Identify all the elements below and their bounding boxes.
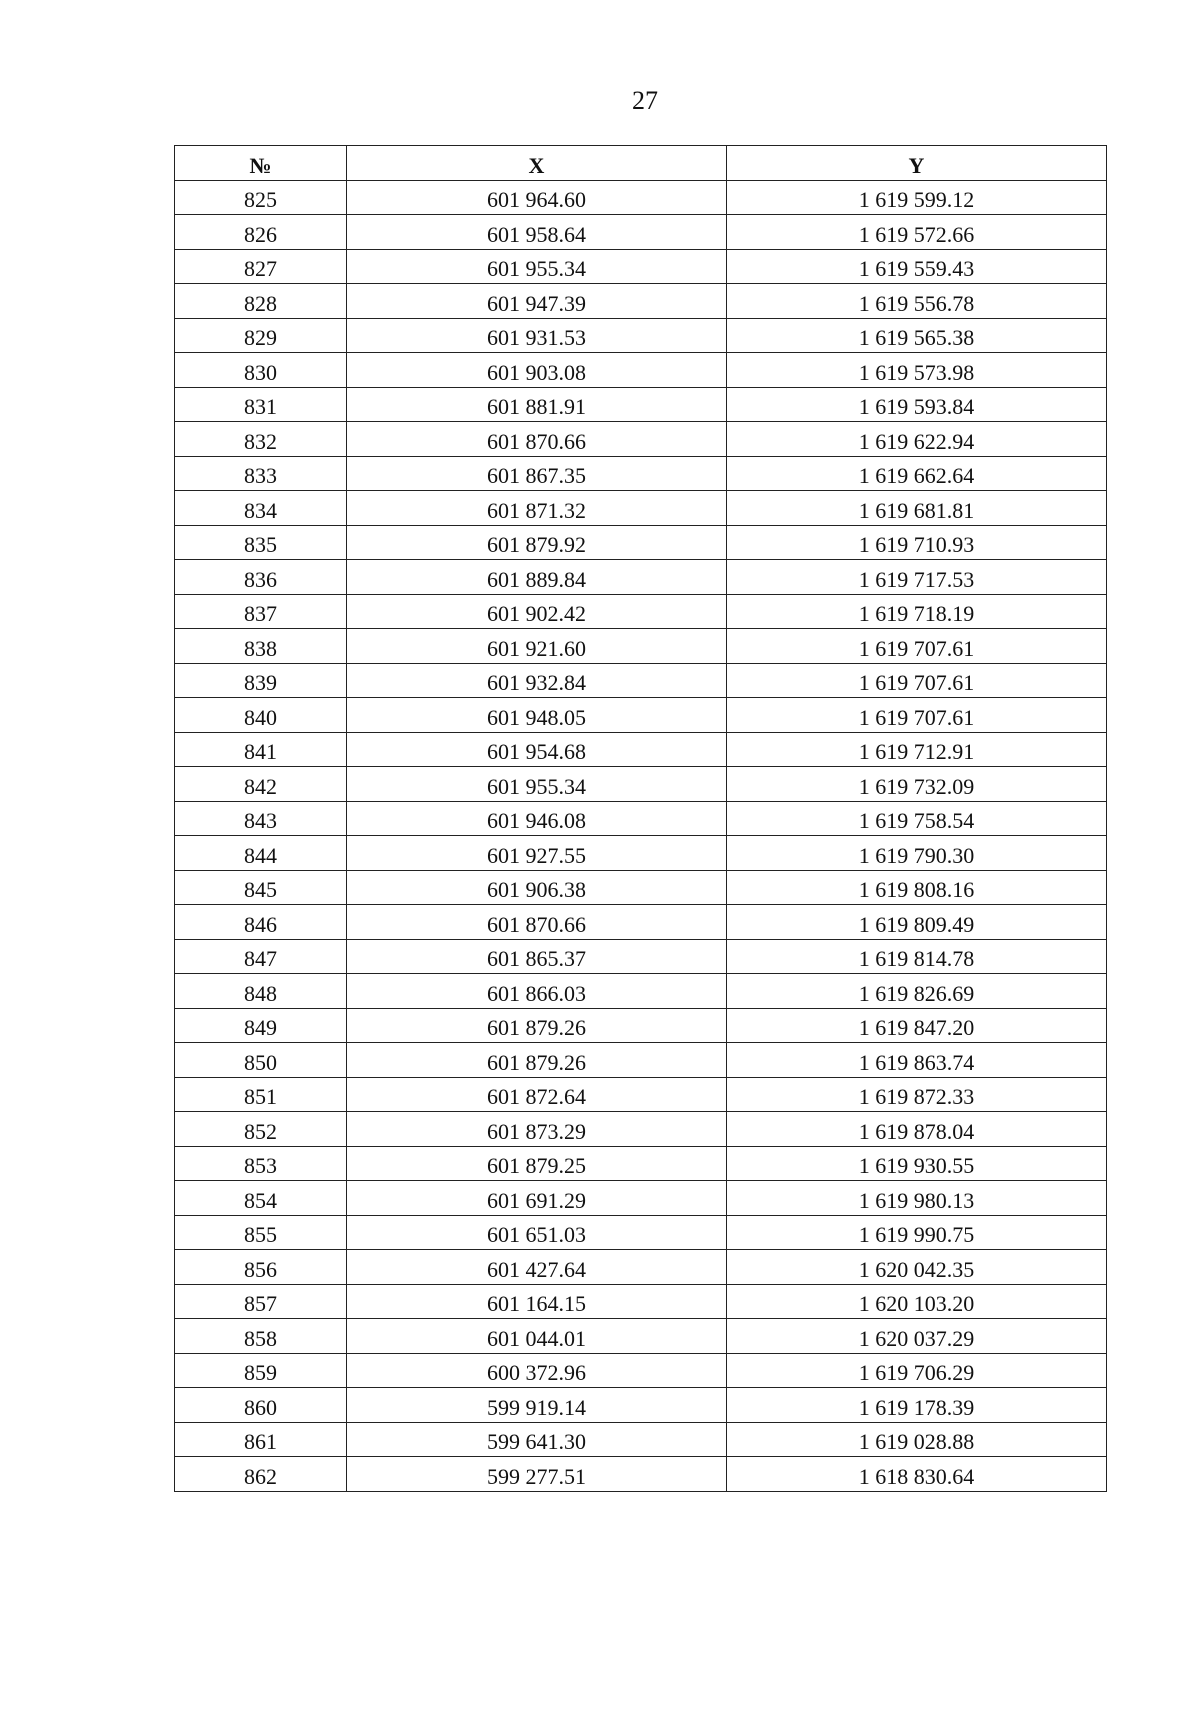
cell-y: 1 619 707.61 <box>727 629 1107 664</box>
table-row <box>175 318 1107 353</box>
cell-x: 601 955.34 <box>347 249 727 284</box>
cell-number: 855 <box>175 1215 347 1250</box>
cell-y: 1 619 178.39 <box>727 1388 1107 1423</box>
table-row <box>175 1077 1107 1112</box>
table-row <box>175 284 1107 319</box>
cell-y: 1 619 622.94 <box>727 422 1107 457</box>
cell-y: 1 619 718.19 <box>727 594 1107 629</box>
table-row <box>175 525 1107 560</box>
cell-x: 601 866.03 <box>347 974 727 1009</box>
table-row <box>175 1319 1107 1354</box>
table-row <box>175 594 1107 629</box>
cell-number: 827 <box>175 249 347 284</box>
cell-number: 838 <box>175 629 347 664</box>
cell-y: 1 619 712.91 <box>727 732 1107 767</box>
cell-y: 1 619 573.98 <box>727 353 1107 388</box>
table-row <box>175 732 1107 767</box>
cell-number: 849 <box>175 1008 347 1043</box>
cell-y: 1 619 790.30 <box>727 836 1107 871</box>
table-row <box>175 1181 1107 1216</box>
table-row <box>175 215 1107 250</box>
cell-x: 601 932.84 <box>347 663 727 698</box>
cell-number: 858 <box>175 1319 347 1354</box>
cell-y: 1 618 830.64 <box>727 1457 1107 1492</box>
table-row <box>175 353 1107 388</box>
cell-number: 862 <box>175 1457 347 1492</box>
cell-y: 1 619 572.66 <box>727 215 1107 250</box>
cell-x: 601 879.26 <box>347 1008 727 1043</box>
cell-x: 601 964.60 <box>347 180 727 215</box>
cell-x: 601 948.05 <box>347 698 727 733</box>
cell-x: 601 870.66 <box>347 905 727 940</box>
cell-number: 830 <box>175 353 347 388</box>
cell-y: 1 619 847.20 <box>727 1008 1107 1043</box>
cell-y: 1 619 758.54 <box>727 801 1107 836</box>
table-row <box>175 1043 1107 1078</box>
table-row <box>175 1112 1107 1147</box>
cell-number: 837 <box>175 594 347 629</box>
cell-y: 1 619 707.61 <box>727 698 1107 733</box>
cell-y: 1 619 706.29 <box>727 1353 1107 1388</box>
table-row <box>175 249 1107 284</box>
cell-number: 843 <box>175 801 347 836</box>
cell-y: 1 619 710.93 <box>727 525 1107 560</box>
cell-x: 601 881.91 <box>347 387 727 422</box>
coordinates-table <box>174 145 1107 1492</box>
cell-number: 846 <box>175 905 347 940</box>
cell-y: 1 619 872.33 <box>727 1077 1107 1112</box>
cell-number: 851 <box>175 1077 347 1112</box>
table-header-row <box>175 146 1107 181</box>
cell-y: 1 619 809.49 <box>727 905 1107 940</box>
column-header-y: Y <box>727 146 1107 181</box>
cell-x: 601 906.38 <box>347 870 727 905</box>
table-row <box>175 560 1107 595</box>
cell-number: 854 <box>175 1181 347 1216</box>
table-row <box>175 1457 1107 1492</box>
cell-x: 601 955.34 <box>347 767 727 802</box>
cell-number: 859 <box>175 1353 347 1388</box>
cell-number: 833 <box>175 456 347 491</box>
cell-number: 832 <box>175 422 347 457</box>
cell-y: 1 619 593.84 <box>727 387 1107 422</box>
cell-y: 1 619 990.75 <box>727 1215 1107 1250</box>
table-row <box>175 1388 1107 1423</box>
cell-x: 601 867.35 <box>347 456 727 491</box>
cell-x: 601 902.42 <box>347 594 727 629</box>
cell-number: 828 <box>175 284 347 319</box>
table-row <box>175 1250 1107 1285</box>
table-row <box>175 836 1107 871</box>
cell-y: 1 620 103.20 <box>727 1284 1107 1319</box>
cell-number: 842 <box>175 767 347 802</box>
cell-x: 601 921.60 <box>347 629 727 664</box>
cell-x: 599 641.30 <box>347 1422 727 1457</box>
table-row <box>175 939 1107 974</box>
cell-y: 1 619 707.61 <box>727 663 1107 698</box>
cell-number: 860 <box>175 1388 347 1423</box>
table-row <box>175 1422 1107 1457</box>
table-row <box>175 387 1107 422</box>
table-row <box>175 1008 1107 1043</box>
cell-number: 836 <box>175 560 347 595</box>
cell-x: 599 277.51 <box>347 1457 727 1492</box>
cell-y: 1 619 556.78 <box>727 284 1107 319</box>
cell-x: 601 879.26 <box>347 1043 727 1078</box>
cell-number: 845 <box>175 870 347 905</box>
cell-x: 601 958.64 <box>347 215 727 250</box>
cell-number: 834 <box>175 491 347 526</box>
cell-number: 839 <box>175 663 347 698</box>
column-header-x: X <box>347 146 727 181</box>
cell-number: 847 <box>175 939 347 974</box>
cell-number: 844 <box>175 836 347 871</box>
cell-x: 601 954.68 <box>347 732 727 767</box>
table-row <box>175 1284 1107 1319</box>
cell-number: 831 <box>175 387 347 422</box>
cell-x: 601 889.84 <box>347 560 727 595</box>
cell-number: 840 <box>175 698 347 733</box>
table-row <box>175 663 1107 698</box>
cell-number: 835 <box>175 525 347 560</box>
cell-y: 1 619 814.78 <box>727 939 1107 974</box>
cell-x: 601 947.39 <box>347 284 727 319</box>
cell-x: 601 946.08 <box>347 801 727 836</box>
table-row <box>175 422 1107 457</box>
table-row <box>175 180 1107 215</box>
cell-y: 1 619 878.04 <box>727 1112 1107 1147</box>
cell-y: 1 619 559.43 <box>727 249 1107 284</box>
cell-number: 856 <box>175 1250 347 1285</box>
table-body <box>175 180 1107 1491</box>
cell-y: 1 619 681.81 <box>727 491 1107 526</box>
page-number: 27 <box>632 86 658 115</box>
cell-number: 841 <box>175 732 347 767</box>
column-header-number: № <box>175 146 347 181</box>
cell-x: 599 919.14 <box>347 1388 727 1423</box>
cell-x: 601 873.29 <box>347 1112 727 1147</box>
cell-x: 601 879.25 <box>347 1146 727 1181</box>
cell-x: 601 903.08 <box>347 353 727 388</box>
cell-x: 601 865.37 <box>347 939 727 974</box>
cell-x: 601 927.55 <box>347 836 727 871</box>
cell-y: 1 620 037.29 <box>727 1319 1107 1354</box>
cell-number: 826 <box>175 215 347 250</box>
table-row <box>175 456 1107 491</box>
table-row <box>175 767 1107 802</box>
cell-number: 829 <box>175 318 347 353</box>
cell-y: 1 619 826.69 <box>727 974 1107 1009</box>
cell-x: 601 872.64 <box>347 1077 727 1112</box>
cell-x: 601 879.92 <box>347 525 727 560</box>
cell-x: 601 427.64 <box>347 1250 727 1285</box>
cell-y: 1 619 717.53 <box>727 560 1107 595</box>
cell-x: 601 691.29 <box>347 1181 727 1216</box>
cell-x: 601 931.53 <box>347 318 727 353</box>
table-row <box>175 801 1107 836</box>
cell-y: 1 619 662.64 <box>727 456 1107 491</box>
cell-x: 600 372.96 <box>347 1353 727 1388</box>
cell-y: 1 619 599.12 <box>727 180 1107 215</box>
table-row <box>175 905 1107 940</box>
cell-y: 1 619 565.38 <box>727 318 1107 353</box>
cell-y: 1 619 808.16 <box>727 870 1107 905</box>
table-row <box>175 1353 1107 1388</box>
cell-number: 853 <box>175 1146 347 1181</box>
cell-y: 1 619 863.74 <box>727 1043 1107 1078</box>
cell-x: 601 871.32 <box>347 491 727 526</box>
table-row <box>175 1215 1107 1250</box>
cell-y: 1 619 980.13 <box>727 1181 1107 1216</box>
cell-number: 848 <box>175 974 347 1009</box>
table-row <box>175 1146 1107 1181</box>
table-row <box>175 974 1107 1009</box>
cell-x: 601 651.03 <box>347 1215 727 1250</box>
cell-number: 850 <box>175 1043 347 1078</box>
cell-x: 601 870.66 <box>347 422 727 457</box>
cell-number: 861 <box>175 1422 347 1457</box>
table-row <box>175 629 1107 664</box>
cell-y: 1 619 028.88 <box>727 1422 1107 1457</box>
cell-number: 852 <box>175 1112 347 1147</box>
table-row <box>175 491 1107 526</box>
cell-x: 601 044.01 <box>347 1319 727 1354</box>
cell-x: 601 164.15 <box>347 1284 727 1319</box>
cell-number: 857 <box>175 1284 347 1319</box>
cell-y: 1 619 930.55 <box>727 1146 1107 1181</box>
cell-number: 825 <box>175 180 347 215</box>
table-row <box>175 698 1107 733</box>
cell-y: 1 620 042.35 <box>727 1250 1107 1285</box>
cell-y: 1 619 732.09 <box>727 767 1107 802</box>
table-row <box>175 870 1107 905</box>
